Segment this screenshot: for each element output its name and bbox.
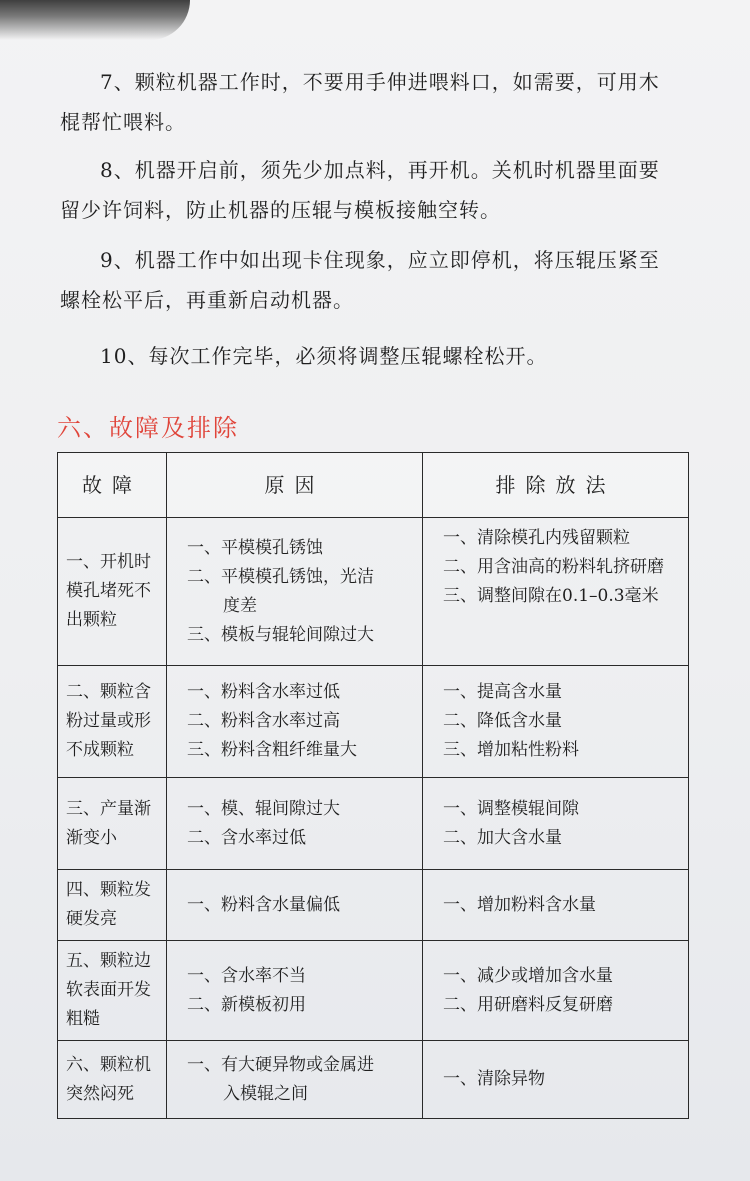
cause-item: 三、模板与辊轮间隙过大 xyxy=(187,624,374,645)
cause-cell xyxy=(167,778,423,870)
fault-text: 硬发亮 xyxy=(66,909,117,929)
paragraph-line: 10、每次工作完毕，必须将调整压辊螺栓松开。 xyxy=(100,344,548,368)
paragraph-8 xyxy=(60,150,700,230)
remedy-item: 二、用含油高的粉料轧挤研磨 xyxy=(443,557,664,577)
table-row xyxy=(58,666,689,778)
remedy-item: 三、增加粘性粉料 xyxy=(443,740,579,760)
troubleshooting-table xyxy=(57,452,689,1119)
table-row xyxy=(58,778,689,870)
fault-cell xyxy=(58,941,167,1041)
cause-item: 一、平模模孔锈蚀 xyxy=(187,537,323,558)
fault-text: 突然闷死 xyxy=(66,1083,134,1104)
remedy-item: 一、调整模辊间隙 xyxy=(443,798,579,819)
cause-item: 一、粉料含水量偏低 xyxy=(187,894,340,915)
paragraph-line: 螺栓松平后，再重新启动机器。 xyxy=(60,288,354,312)
cause-item: 一、模、辊间隙过大 xyxy=(187,798,340,819)
paragraph-7 xyxy=(60,62,700,142)
remedy-item: 一、提高含水量 xyxy=(443,682,562,702)
remedy-item: 一、增加粉料含水量 xyxy=(443,894,596,915)
fault-text: 六、颗粒机 xyxy=(66,1054,151,1075)
cause-item: 入模辊之间 xyxy=(223,1083,308,1104)
table-body xyxy=(58,518,689,1119)
cause-cell xyxy=(167,941,423,1041)
fault-cell xyxy=(58,666,167,778)
paragraph-line: 8、机器开启前，须先少加点料，再开机。关机时机器里面要 xyxy=(100,158,660,182)
fault-text: 三、产量渐 xyxy=(66,798,151,819)
section-title: 六、故障及排除 xyxy=(57,414,239,442)
fault-text: 出颗粒 xyxy=(66,610,117,630)
fault-cell xyxy=(58,1041,167,1119)
fault-text: 五、颗粒边 xyxy=(66,951,151,971)
cause-item: 二、新模板初用 xyxy=(187,994,306,1015)
table-header-row xyxy=(58,453,689,518)
remedy-cell xyxy=(423,870,689,941)
remedy-item: 一、清除模孔内残留颗粒 xyxy=(443,528,630,548)
fault-text: 粗糙 xyxy=(66,1009,100,1029)
paragraph-line: 7、颗粒机器工作时，不要用手伸进喂料口，如需要，可用木 xyxy=(100,70,660,94)
cause-item: 三、粉料含粗纤维量大 xyxy=(187,740,357,760)
remedy-item: 二、用研磨料反复研磨 xyxy=(443,994,613,1015)
fault-text: 渐变小 xyxy=(66,827,117,848)
fault-text: 软表面开发 xyxy=(66,980,151,1000)
cause-item: 二、平模模孔锈蚀，光洁 xyxy=(187,566,374,587)
cause-cell xyxy=(167,518,423,666)
paragraph-line: 棍帮忙喂料。 xyxy=(60,110,186,134)
fault-cell xyxy=(58,870,167,941)
remedy-item: 一、减少或增加含水量 xyxy=(443,965,613,986)
column-header-fault: 故障 xyxy=(58,453,167,518)
column-header-cause: 原因 xyxy=(167,453,423,518)
table-row xyxy=(58,518,689,666)
paragraph-line: 9、机器工作中如出现卡住现象，应立即停机，将压辊压紧至 xyxy=(100,248,660,272)
paragraph-line: 留少许饲料，防止机器的压辊与模板接触空转。 xyxy=(60,198,501,222)
table-row xyxy=(58,870,689,941)
fault-text: 粉过量或形 xyxy=(66,711,151,731)
remedy-item: 二、降低含水量 xyxy=(443,711,562,731)
remedy-cell xyxy=(423,1041,689,1119)
paragraph-10 xyxy=(60,336,700,376)
cause-item: 一、粉料含水率过低 xyxy=(187,682,340,702)
paragraph-9 xyxy=(60,240,700,320)
fault-text: 四、颗粒发 xyxy=(66,880,151,900)
remedy-item: 二、加大含水量 xyxy=(443,827,562,848)
fault-text: 模孔堵死不 xyxy=(66,581,151,601)
page-corner-shadow xyxy=(0,0,190,40)
cause-cell xyxy=(167,1041,423,1119)
remedy-cell xyxy=(423,778,689,870)
cause-item: 一、含水率不当 xyxy=(187,965,306,986)
table-row xyxy=(58,1041,689,1119)
fault-text: 二、颗粒含 xyxy=(66,682,151,702)
cause-item: 一、有大硬异物或金属进 xyxy=(187,1054,374,1075)
cause-item: 二、粉料含水率过高 xyxy=(187,711,340,731)
remedy-cell xyxy=(423,518,689,666)
cause-cell xyxy=(167,870,423,941)
remedy-cell xyxy=(423,666,689,778)
remedy-cell xyxy=(423,941,689,1041)
remedy-item: 三、调整间隙在0.1–0.3毫米 xyxy=(443,586,659,606)
fault-cell xyxy=(58,778,167,870)
table-row xyxy=(58,941,689,1041)
column-header-remedy: 排除放法 xyxy=(423,453,689,518)
fault-text: 不成颗粒 xyxy=(66,740,134,760)
cause-item: 度差 xyxy=(223,595,257,616)
fault-text: 一、开机时 xyxy=(66,552,151,572)
cause-cell xyxy=(167,666,423,778)
remedy-item: 一、清除异物 xyxy=(443,1069,545,1089)
cause-item: 二、含水率过低 xyxy=(187,827,306,848)
fault-cell xyxy=(58,518,167,666)
